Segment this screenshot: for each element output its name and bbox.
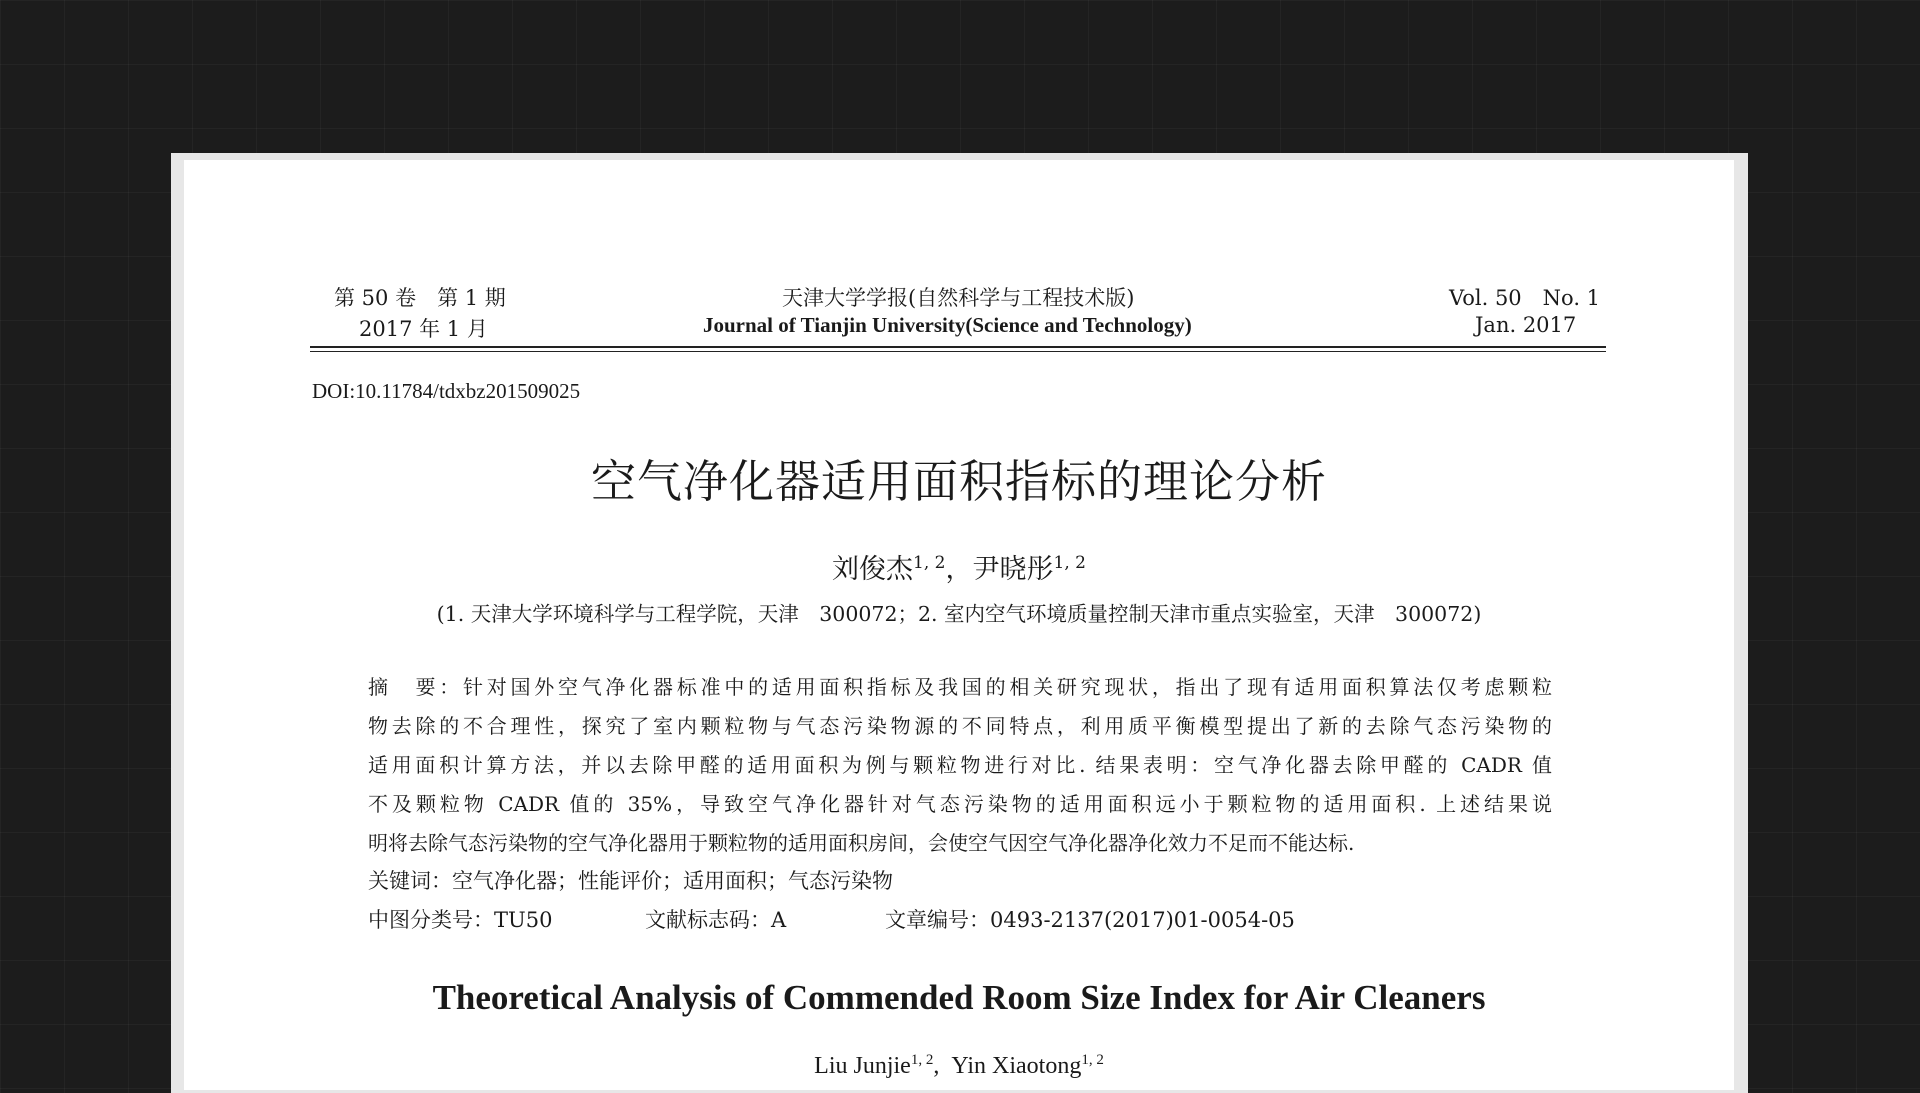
authors-chinese	[184, 547, 1734, 586]
author-affiliation-mark: 1, 2	[1053, 553, 1086, 573]
document-page	[184, 160, 1734, 1090]
author-name: 刘俊杰	[832, 554, 914, 585]
document-code: 文献标志码：A	[645, 908, 787, 932]
volume-issue-en: Vol. 50 No. 1	[1449, 286, 1601, 310]
header-rule-thin	[310, 351, 1606, 352]
clc-number: 中图分类号：TU50	[368, 908, 553, 932]
abstract-line: 明将去除气态污染物的空气净化器用于颗粒物的适用面积房间，会使空气因空气净化器净化效力不足而不能达标.	[368, 831, 1355, 855]
classification-line	[368, 904, 1295, 934]
title-english: Theoretical Analysis of Commended Room Size Index for Air Cleaners	[432, 978, 1486, 1017]
authors-english: Liu Junjie$^{1, 2}$, Yin Xiaotong$^{1, 2}$	[814, 1052, 1104, 1079]
abstract-line: 摘 要：针对国外空气净化器标准中的适用面积指标及我国的相关研究现状，指出了现有适用面积算法仅考虑颗粒	[368, 675, 1552, 699]
title-chinese: 空气净化器适用面积指标的理论分析	[590, 455, 1327, 508]
abstract-line: 不及颗粒物 CADR 值的 35%，导致空气净化器针对气态污染物的适用面积远小于颗粒物的适用面积. 上述结果说	[368, 792, 1552, 816]
abstract-line: 适用面积计算方法，并以去除甲醛的适用面积为例与颗粒物进行对比. 结果表明：空气净化器去除甲醛的 CADR 值	[368, 753, 1552, 777]
author-affiliation-mark: 1, 2	[913, 553, 946, 573]
journal-name-en: Journal of Tianjin University(Science and Technology)	[703, 313, 1192, 337]
header-rule-thick	[310, 346, 1606, 348]
author-name: Yin Xiaotong	[951, 1053, 1082, 1079]
author-name: 尹晓彤	[972, 554, 1054, 585]
keywords: 关键词：空气净化器；性能评价；适用面积；气态污染物	[368, 869, 893, 893]
publication-date-en: Jan. 2017	[1475, 313, 1577, 337]
volume-issue: 第 50 卷 第 1 期	[334, 286, 506, 310]
author-name: Liu Junjie	[814, 1053, 911, 1079]
doi: DOI:10.11784/tdxbz201509025	[312, 379, 581, 403]
abstract-line: 物去除的不合理性，探究了室内颗粒物与气态污染物源的不同特点，利用质平衡模型提出了新的去除气态污染物的	[368, 714, 1552, 738]
abstract-chinese	[368, 668, 1552, 863]
affiliation-chinese: (1. 天津大学环境科学与工程学院，天津 300072；2. 室内空气环境质量控制天津市重点实验室，天津 300072)	[436, 602, 1482, 626]
publication-date-cn: 2017 年 1 月	[359, 317, 488, 341]
article-number: 文章编号：0493-2137(2017)01-0054-05	[885, 908, 1295, 932]
journal-name-cn: 天津大学学报(自然科学与工程技术版)	[782, 286, 1135, 310]
author-separator: ，	[945, 554, 973, 585]
author-affiliation-mark: 1, 2	[1081, 1052, 1104, 1068]
author-affiliation-mark: 1, 2	[910, 1052, 934, 1068]
